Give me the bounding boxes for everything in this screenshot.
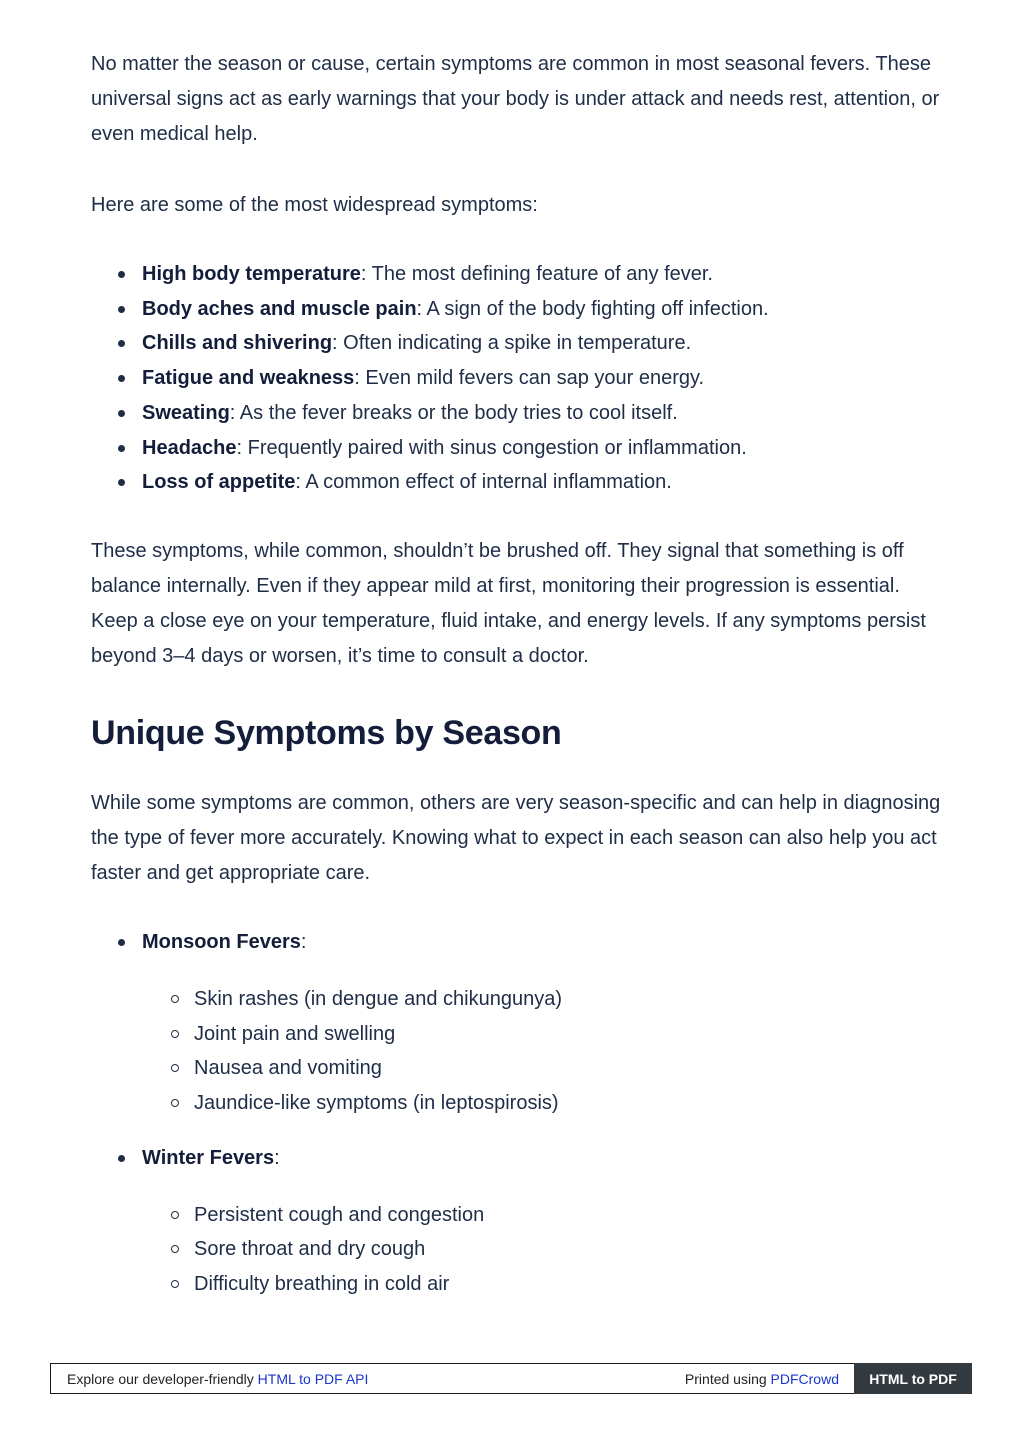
monsoon-symptoms-list [142,982,941,1121]
symptom-description: : Even mild fevers can sap your energy. [354,367,705,390]
section-heading: Unique Symptoms by Season [91,713,562,752]
symptom-description: : A common effect of internal inflammation. [295,471,672,494]
list-item [91,396,941,431]
symptom-description: : As the fever breaks or the body tries to cool itself. [229,401,678,424]
pdfcrowd-footer [50,1363,972,1394]
list-item: Nausea and vomiting [142,1051,941,1086]
list-item [91,326,941,361]
footer-left [67,1371,368,1387]
symptom-term: Loss of appetite [142,471,296,494]
article-body [91,47,941,1302]
list-item: Sore throat and dry cough [142,1232,941,1267]
season-item-winter [91,1141,941,1176]
symptom-description: : Often indicating a spike in temperature. [332,332,692,355]
list-item: Difficulty breathing in cold air [142,1267,941,1302]
season-intro-paragraph: While some symptoms are common, others are very season-specific and can help in diagnosing the type of fever more accurately. Knowing what to expect in each season can also help you act faster and get appropriate care. [91,791,941,884]
symptom-description: : Frequently paired with sinus congestion or inflammation. [236,436,747,459]
list-item [91,257,941,292]
common-symptoms-list [91,257,941,500]
footer-right-text: Printed using [684,1371,771,1387]
season-title-suffix: : [300,930,307,953]
list-item: Persistent cough and congestion [142,1198,941,1233]
season-title: Winter Fevers [142,1146,275,1169]
list-item [91,431,941,466]
html-to-pdf-api-link[interactable]: HTML to PDF API [257,1371,369,1387]
list-item [91,361,941,396]
winter-symptoms-list [142,1198,941,1302]
symptom-term: High body temperature [142,263,361,285]
symptom-term: Fatigue and weakness [142,367,355,390]
season-title-suffix: : [274,1146,280,1169]
list-item [91,292,941,327]
symptom-term: Headache [142,436,237,459]
symptoms-lead-in: Here are some of the most widespread symptoms: [91,194,538,216]
season-item-monsoon [91,925,941,960]
symptom-description: : The most defining feature of any fever. [360,263,713,285]
list-item [91,465,941,500]
html-to-pdf-badge[interactable]: HTML to PDF [854,1363,972,1394]
footer-right [685,1371,839,1387]
season-title: Monsoon Fevers [142,930,301,953]
warning-paragraph: These symptoms, while common, shouldn’t be brushed off. They signal that something is off balance internally. Even if they appear mild at first, monitoring their progression is essential. Keep a close eye on your temperature, fluid intake, and energy levels. If any symptoms persist beyond 3–4 days or worsen, it’s time to consult a doctor. [91,539,926,667]
list-item: Skin rashes (in dengue and chikungunya) [142,982,941,1017]
footer-left-text: Explore our developer-friendly [67,1371,258,1387]
symptom-term: Sweating [142,401,230,424]
symptom-description: : A sign of the body fighting off infection. [416,297,769,320]
pdfcrowd-link[interactable]: PDFCrowd [770,1371,839,1387]
intro-paragraph: No matter the season or cause, certain symptoms are common in most seasonal fevers. These universal signs act as early warnings that your body is under attack and needs rest, attention, or even medical help. [91,53,940,145]
symptom-term: Body aches and muscle pain [142,297,417,320]
list-item: Joint pain and swelling [142,1017,941,1052]
symptom-term: Chills and shivering [142,332,333,355]
list-item: Jaundice-like symptoms (in leptospirosis) [142,1086,941,1121]
